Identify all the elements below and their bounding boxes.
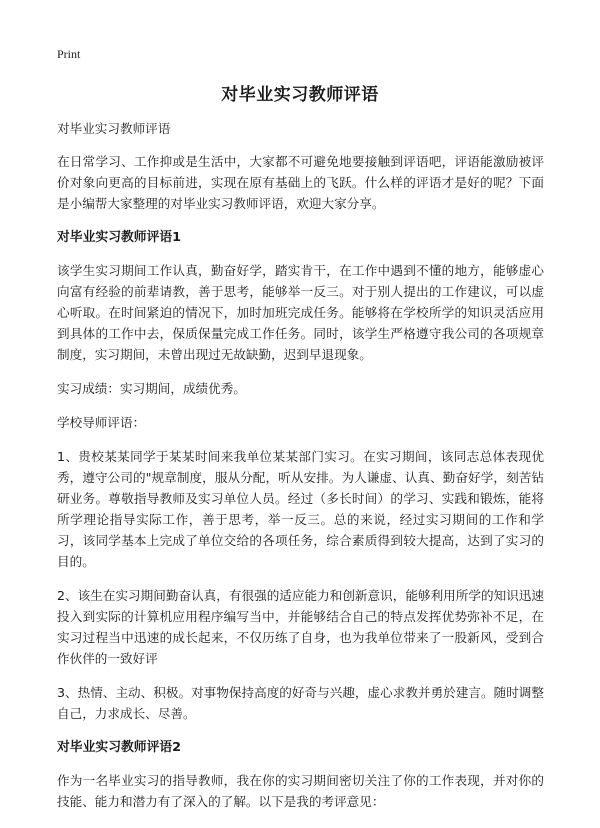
section-1-paragraph-2: 实习成绩：实习期间，成绩优秀。 (57, 381, 246, 396)
section-2-heading: 对毕业实习教师评语2 (57, 740, 182, 755)
section-1-heading: 对毕业实习教师评语1 (57, 230, 182, 245)
intro-paragraph: 在日常学习、工作抑或是生活中，大家都不可避免地要接触到评语吧，评语能激励被评价对象向更高的目标前进，实现在原有基础上的飞跃。什么样的评语才是好的呢？下面是小编帮大家整理的对毕业实习教师评语，欢迎大家分享。 (57, 154, 544, 211)
section-2-paragraph-1: 作为一名毕业实习的指导教师，我在你的实习期间密切关注了你的工作表现，并对你的技能、能力和潜力有了深入的了解。以下是我的考评意见： (57, 773, 544, 809)
page-title: 对毕业实习教师评语 (221, 85, 379, 105)
article-subtitle: 对毕业实习教师评语 (57, 121, 171, 136)
section-1-paragraph-5: 2、该生在实习期间勤奋认真，有很强的适应能力和创新意识，能够利用所学的知识迅速投入到实际的计算机应用程序编写当中，并能够结合自己的特点发挥优势弥补不足，在实习过程当中迅速的成长起来，不仅历练了自身，也为我单位带来了一股新风，受到合作伙伴的一致好评 (57, 588, 544, 666)
section-1-paragraph-1: 该学生实习期间工作认真，勤奋好学，踏实肯干，在工作中遇到不懂的地方，能够虚心向富有经验的前辈请教，善于思考，能够举一反三。对于别人提出的工作建议，可以虚心听取。在时间紧迫的情况下，加时加班完成任务。能够将在学校所学的知识灵活应用到具体的工作中去，保质保量完成工作任务。同时，该学生严格遵守我公司的各项规章制度，实习期间，未曾出现过无故缺勤，迟到早退现象。 (57, 263, 544, 362)
section-1-paragraph-6: 3、热情、主动、积极。对事物保持高度的好奇与兴趣，虚心求教并勇於建言。随时调整自己，力求成长、尽善。 (57, 685, 544, 721)
section-1-paragraph-4: 1、贵校某某同学于某某时间来我单位某某部门实习。在实习期间，该同志总体表现优秀，遵守公司的"规章制度，服从分配，听从安排。为人谦虚、认真、勤奋好学，刻苦钻研业务。尊敬指导教师及实习单位人员。经过（多长时间）的学习、实践和锻炼，能将所学理论指导实际工作，善于思考，举一反三。总的来说，经过实习期间的工作和学习，该同学基本上完成了单位交给的各项任务，综合素质得到较大提高，达到了实习的目的。 (57, 449, 544, 569)
section-1-paragraph-3: 学校导师评语： (57, 415, 146, 430)
article-body (57, 118, 544, 825)
print-link[interactable]: Print (57, 47, 81, 61)
